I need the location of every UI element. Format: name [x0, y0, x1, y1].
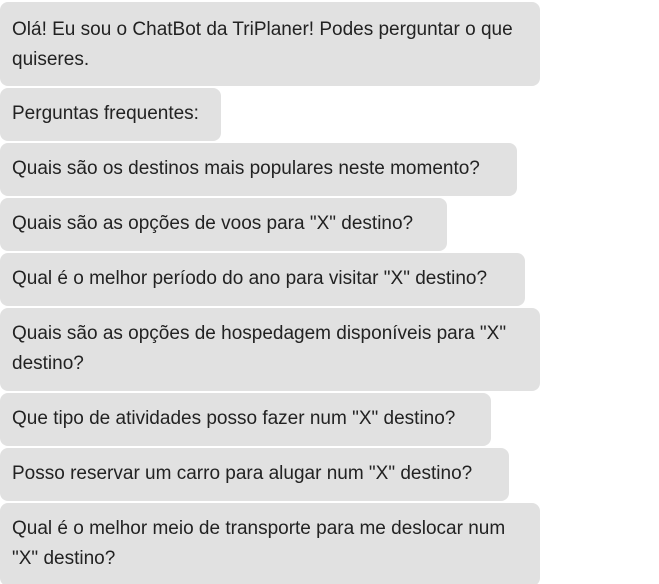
faq-item-text: Quais são as opções de hospedagem disponíveis para "X" destino? — [12, 323, 507, 374]
bot-greeting-message — [0, 2, 540, 86]
faq-item[interactable] — [0, 198, 447, 251]
faq-item[interactable] — [0, 503, 540, 584]
faq-item-text: Qual é o melhor período do ano para visitar "X" destino? — [12, 268, 488, 289]
faq-item-text: Quais são os destinos mais populares neste momento? — [12, 158, 480, 179]
faq-item[interactable] — [0, 393, 491, 446]
faq-item-text: Quais são as opções de voos para "X" destino? — [12, 213, 414, 234]
faq-item[interactable] — [0, 143, 517, 196]
faq-item[interactable] — [0, 253, 525, 306]
faq-item[interactable] — [0, 308, 540, 391]
greeting-text: Olá! Eu sou o ChatBot da TriPlaner! Podes perguntar o que quiseres. — [12, 19, 513, 70]
faq-header-text: Perguntas frequentes: — [12, 103, 199, 124]
faq-header-message — [0, 88, 221, 141]
faq-item-text: Que tipo de atividades posso fazer num "X" destino? — [12, 408, 456, 429]
faq-item[interactable] — [0, 448, 509, 501]
faq-item-text: Qual é o melhor meio de transporte para me deslocar num "X" destino? — [12, 518, 506, 569]
faq-item-text: Posso reservar um carro para alugar num "X" destino? — [12, 463, 473, 484]
